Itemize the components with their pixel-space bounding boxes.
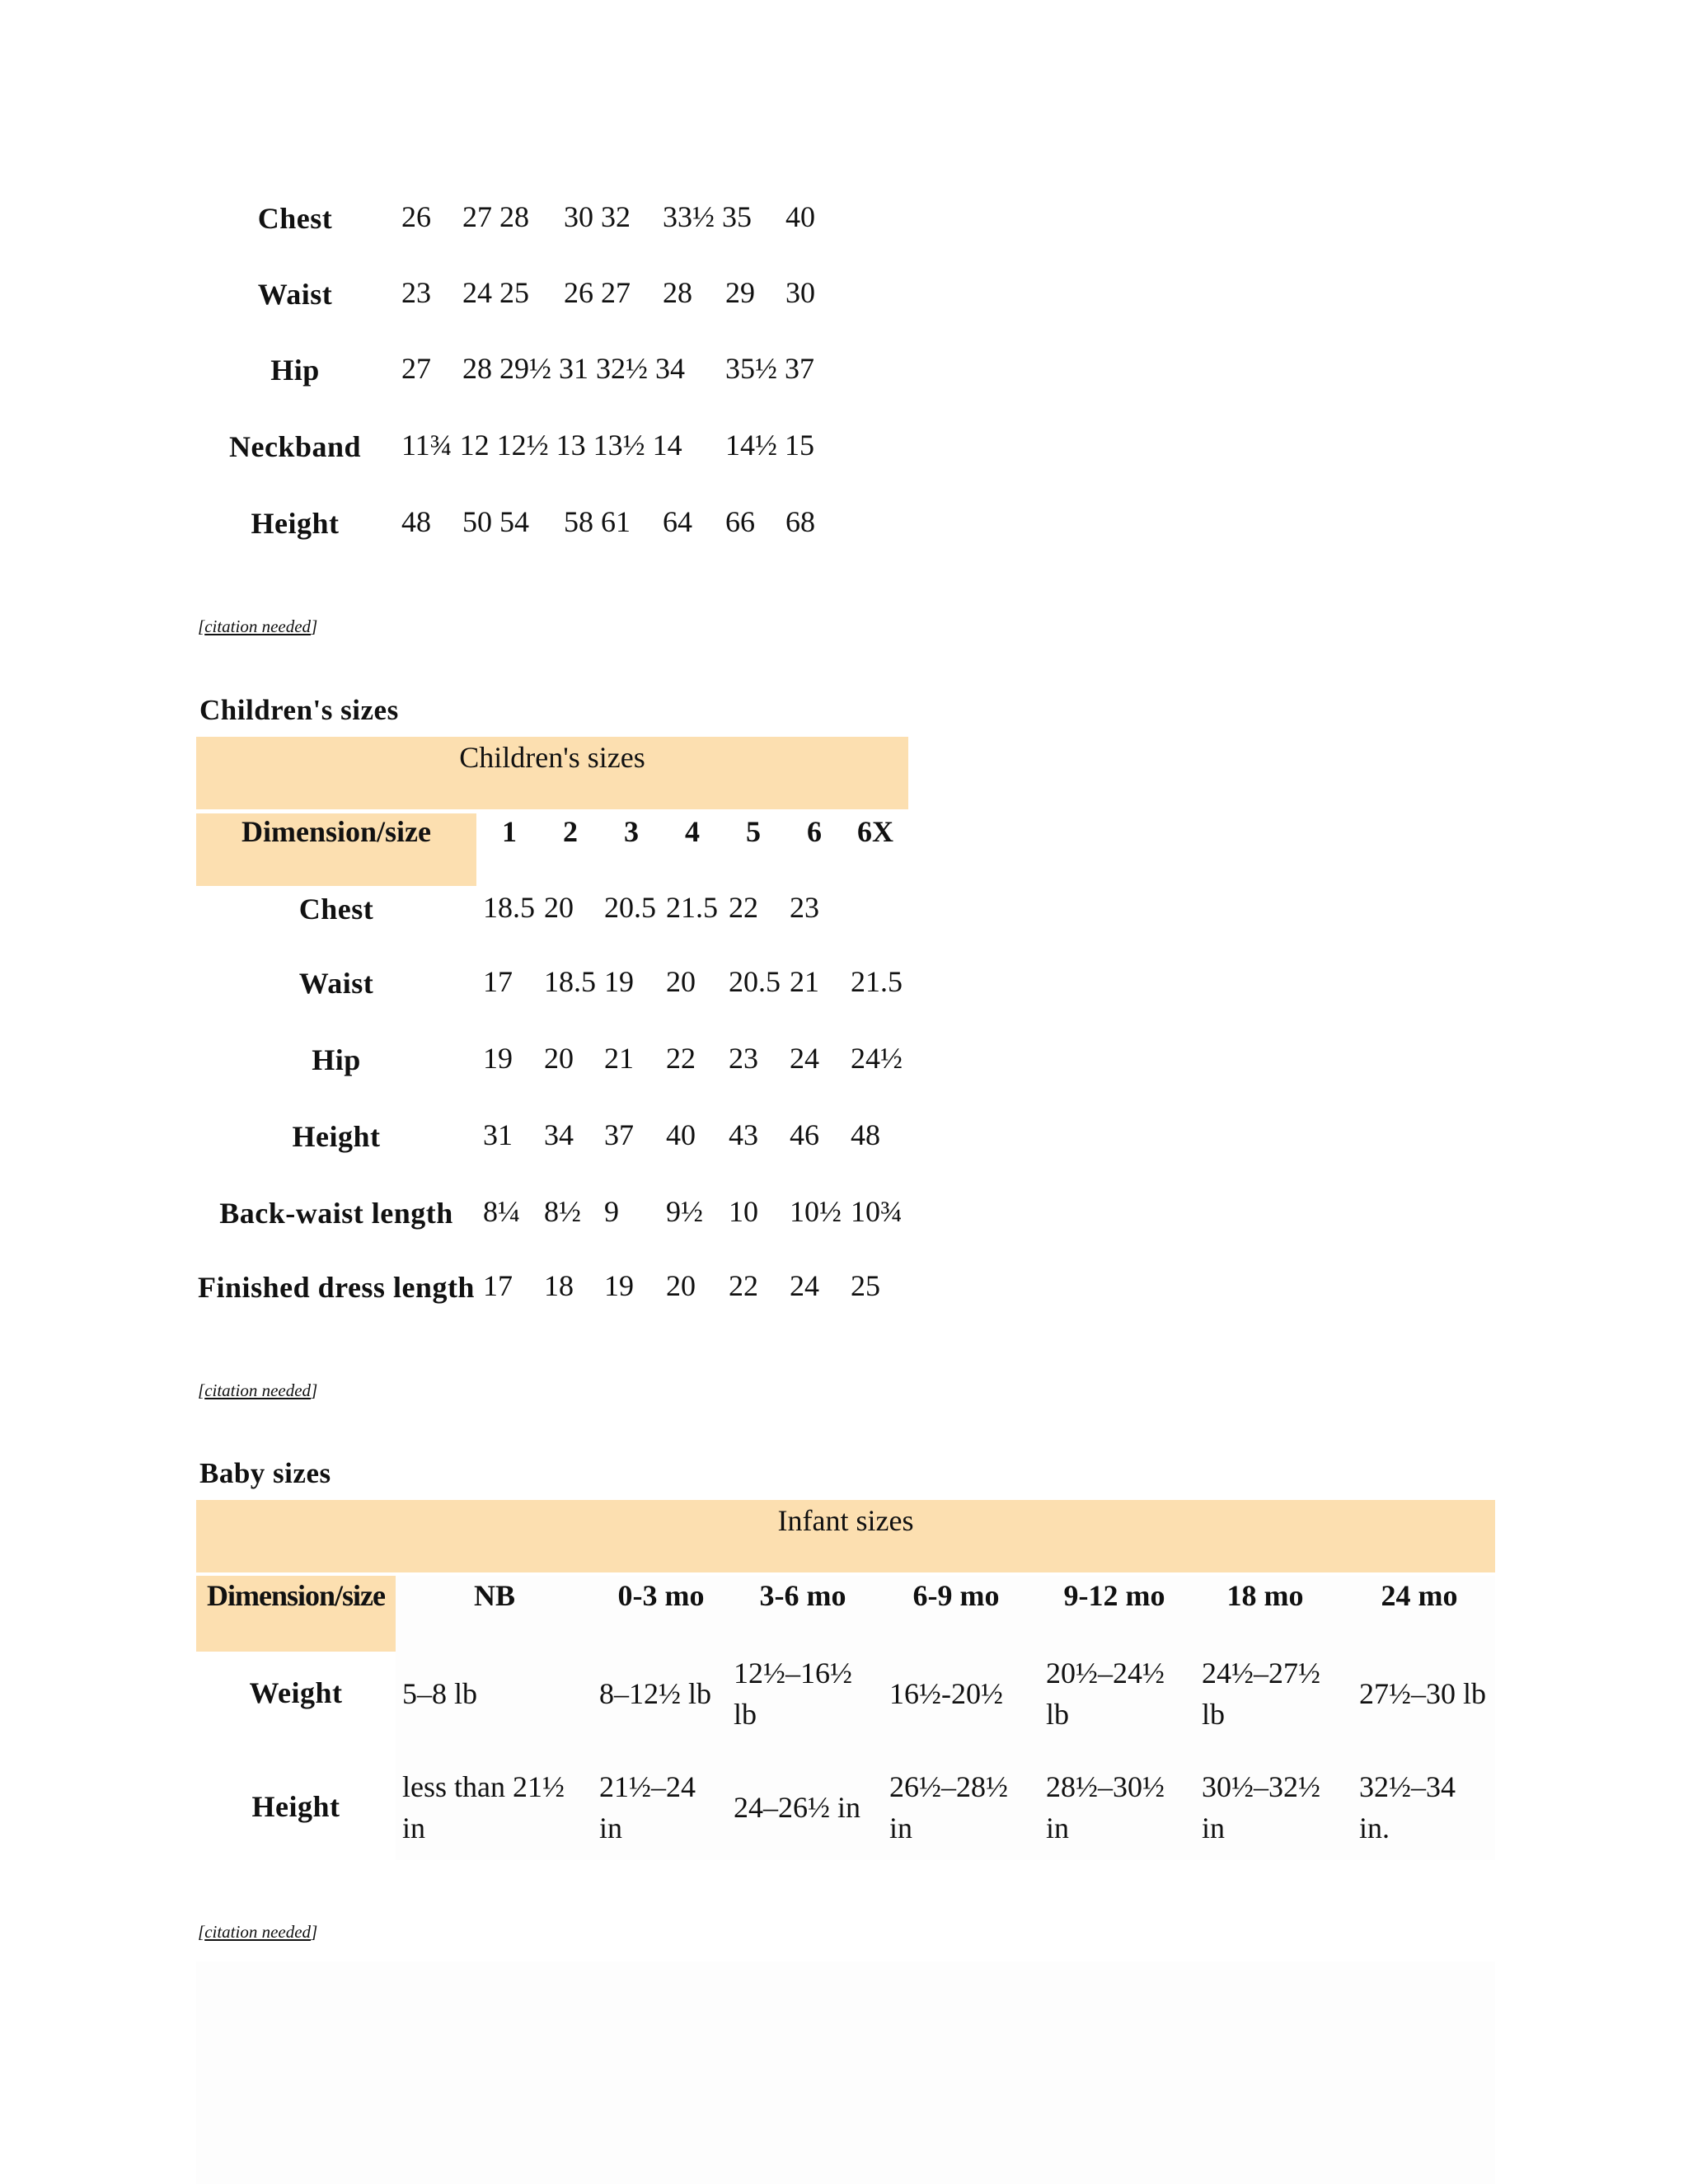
table-cell: 19 — [483, 1042, 513, 1075]
table-cell: 64 — [663, 505, 692, 538]
column-header: 6-9 mo — [912, 1579, 1000, 1612]
table-cell: 27 — [401, 352, 431, 385]
table-cell — [1046, 1652, 1165, 1735]
table-cell: 20 — [666, 965, 696, 998]
table-cell: 31 — [483, 1118, 513, 1151]
cell-line: in — [1202, 1811, 1226, 1844]
table-cell: 10¾ — [851, 1195, 903, 1228]
table-cell: 66 — [725, 505, 755, 538]
row-label-height: Height — [251, 1790, 340, 1823]
table-cell: 43 — [729, 1118, 758, 1151]
table-cell — [734, 1652, 852, 1735]
cell-line: 32½–34 — [1359, 1770, 1456, 1803]
table-cell: 14½ 15 — [725, 429, 814, 462]
table-cell: 24 — [790, 1042, 819, 1075]
column-header: 18 mo — [1226, 1579, 1304, 1612]
table-cell — [402, 1766, 565, 1849]
table-cell: 21.5 — [666, 891, 718, 924]
table-cell: 30 32 — [564, 200, 631, 233]
table-cell: 26 27 — [564, 276, 631, 309]
table-cell — [1202, 1652, 1320, 1735]
table-cell: 22 — [729, 891, 758, 924]
table-cell: 27 28 — [462, 200, 529, 233]
row-label-weight: Weight — [249, 1676, 343, 1709]
table-cell: 48 — [401, 505, 431, 538]
cell-line: 28½–30½ — [1046, 1770, 1165, 1803]
row-label-height: Height — [251, 507, 340, 540]
column-header: 4 — [685, 815, 700, 848]
column-header: 9-12 mo — [1063, 1579, 1165, 1612]
table-cell: 19 — [604, 1269, 634, 1302]
column-header: 1 — [502, 815, 517, 848]
cell-line: lb — [1046, 1698, 1070, 1731]
cell-line: in. — [1359, 1811, 1390, 1844]
table-cell: 19 — [604, 965, 634, 998]
table-cell — [1202, 1766, 1320, 1849]
table-cell — [734, 1787, 860, 1828]
cell-line: lb — [1202, 1698, 1226, 1731]
row-label-waist: Waist — [257, 278, 333, 311]
row-label-waist: Waist — [298, 967, 374, 1000]
cell-line: 16½-20½ — [889, 1677, 1003, 1710]
row-label-chest: Chest — [257, 202, 333, 235]
row-label-chest: Chest — [298, 893, 374, 926]
table-cell: 24 25 — [462, 276, 529, 309]
cell-line: in — [599, 1811, 623, 1844]
table-cell: 17 — [483, 965, 513, 998]
table-cell: 10½ — [790, 1195, 842, 1228]
table-cell: 22 — [729, 1269, 758, 1302]
table-cell — [1359, 1673, 1486, 1714]
header-dimension-size: Dimension/size — [207, 1579, 385, 1612]
column-header: 3 — [624, 815, 639, 848]
table-cell: 11¾ 12 12½ 13 13½ 14 — [401, 429, 682, 462]
table-cell — [599, 1673, 711, 1714]
cell-line: in — [402, 1811, 426, 1844]
citation-needed-note: [citation needed] — [198, 616, 318, 636]
table-cell — [402, 1673, 477, 1714]
cell-line: lb — [734, 1698, 757, 1731]
table-cell: 23 — [790, 891, 819, 924]
cell-line: 24½–27½ — [1202, 1657, 1320, 1690]
table-cell: 9½ — [666, 1195, 703, 1228]
cell-line: in — [889, 1811, 913, 1844]
table-cell: 8¼ — [483, 1195, 520, 1228]
table-cell: 24½ — [851, 1042, 903, 1075]
table-cell: 46 — [790, 1118, 819, 1151]
table-cell: 21 — [604, 1042, 634, 1075]
citation-needed-link[interactable]: citation needed — [204, 1922, 312, 1942]
cell-line: 20½–24½ — [1046, 1657, 1165, 1690]
table-cell: 20.5 — [604, 891, 656, 924]
column-header: 2 — [563, 815, 578, 848]
table-cell: 23 — [401, 276, 431, 309]
table-cell: 28 — [663, 276, 692, 309]
cell-line: 12½–16½ — [734, 1657, 852, 1690]
citation-needed-note: [citation needed] — [198, 1922, 318, 1942]
table-cell: 24 — [790, 1269, 819, 1302]
table-cell — [1359, 1766, 1456, 1849]
row-label-height: Height — [292, 1120, 381, 1153]
column-header: 6X — [857, 815, 893, 848]
header-dimension-size: Dimension/size — [241, 815, 431, 848]
table-cell: 22 — [666, 1042, 696, 1075]
table-cell: 48 — [851, 1118, 880, 1151]
column-header: NB — [473, 1579, 515, 1612]
table-cell: 18.5 — [544, 965, 596, 998]
row-label-neckband: Neckband — [228, 430, 362, 463]
table-cell: 33½ 35 — [663, 200, 752, 233]
cell-line: 5–8 lb — [402, 1677, 478, 1710]
row-label-back-waist-length: Back-waist length — [219, 1197, 453, 1230]
row-label-hip: Hip — [270, 354, 320, 387]
cell-line: in — [1046, 1811, 1070, 1844]
table-cell — [599, 1766, 696, 1849]
table-cell: 20 — [544, 891, 574, 924]
column-header: 3-6 mo — [759, 1579, 846, 1612]
table-cell — [1046, 1766, 1165, 1849]
table-cell: 25 — [851, 1269, 880, 1302]
citation-needed-note: [citation needed] — [198, 1380, 318, 1400]
cell-line: 27½–30 lb — [1359, 1677, 1487, 1710]
column-header: 0-3 mo — [617, 1579, 705, 1612]
column-header: 6 — [807, 815, 822, 848]
column-header: 24 mo — [1381, 1579, 1458, 1612]
table-cell: 21 — [790, 965, 819, 998]
cell-line: 30½–32½ — [1202, 1770, 1320, 1803]
table-cell: 18.5 — [483, 891, 535, 924]
cell-line: 8–12½ lb — [599, 1677, 712, 1710]
table-cell: 28 29½ 31 32½ 34 — [462, 352, 685, 385]
table-cell: 58 61 — [564, 505, 631, 538]
citation-needed-link[interactable]: citation needed — [204, 616, 312, 636]
row-label-hip: Hip — [312, 1043, 361, 1076]
table-cell: 30 — [785, 276, 815, 309]
table-cell: 10 — [729, 1195, 758, 1228]
cell-line: 26½–28½ — [889, 1770, 1008, 1803]
cell-line: 24–26½ in — [734, 1791, 861, 1824]
table-cell: 8½ — [544, 1195, 581, 1228]
citation-needed-link[interactable]: citation needed — [204, 1380, 312, 1400]
table-cell: 34 — [544, 1118, 574, 1151]
table-cell: 40 — [666, 1118, 696, 1151]
row-label-finished-dress-length: Finished dress length — [198, 1271, 475, 1304]
table-cell: 18 — [544, 1269, 574, 1302]
table-cell: 26 — [401, 200, 431, 233]
table-cell — [889, 1673, 1003, 1714]
table-cell: 37 — [604, 1118, 634, 1151]
table-cell — [889, 1766, 1008, 1849]
table-cell: 23 — [729, 1042, 758, 1075]
table-caption: Infant sizes — [777, 1504, 914, 1537]
table-cell: 20 — [666, 1269, 696, 1302]
table-caption: Children's sizes — [459, 741, 645, 774]
table-cell: 17 — [483, 1269, 513, 1302]
table-cell: 40 — [785, 200, 815, 233]
section-heading-children: Children's sizes — [199, 694, 399, 726]
cell-line: 21½–24 — [599, 1770, 696, 1803]
table-cell: 20 — [544, 1042, 574, 1075]
table-cell: 29 — [725, 276, 755, 309]
table-cell: 20.5 — [729, 965, 781, 998]
table-cell: 68 — [785, 505, 815, 538]
table-cell: 50 54 — [462, 505, 529, 538]
cell-line: less than 21½ — [402, 1770, 565, 1803]
column-header: 5 — [746, 815, 761, 848]
table-cell: 9 — [604, 1195, 619, 1228]
table-cell: 35½ 37 — [725, 352, 814, 385]
section-heading-baby: Baby sizes — [199, 1457, 331, 1489]
page-footer-area — [196, 1961, 1495, 2184]
table-cell: 21.5 — [851, 965, 903, 998]
